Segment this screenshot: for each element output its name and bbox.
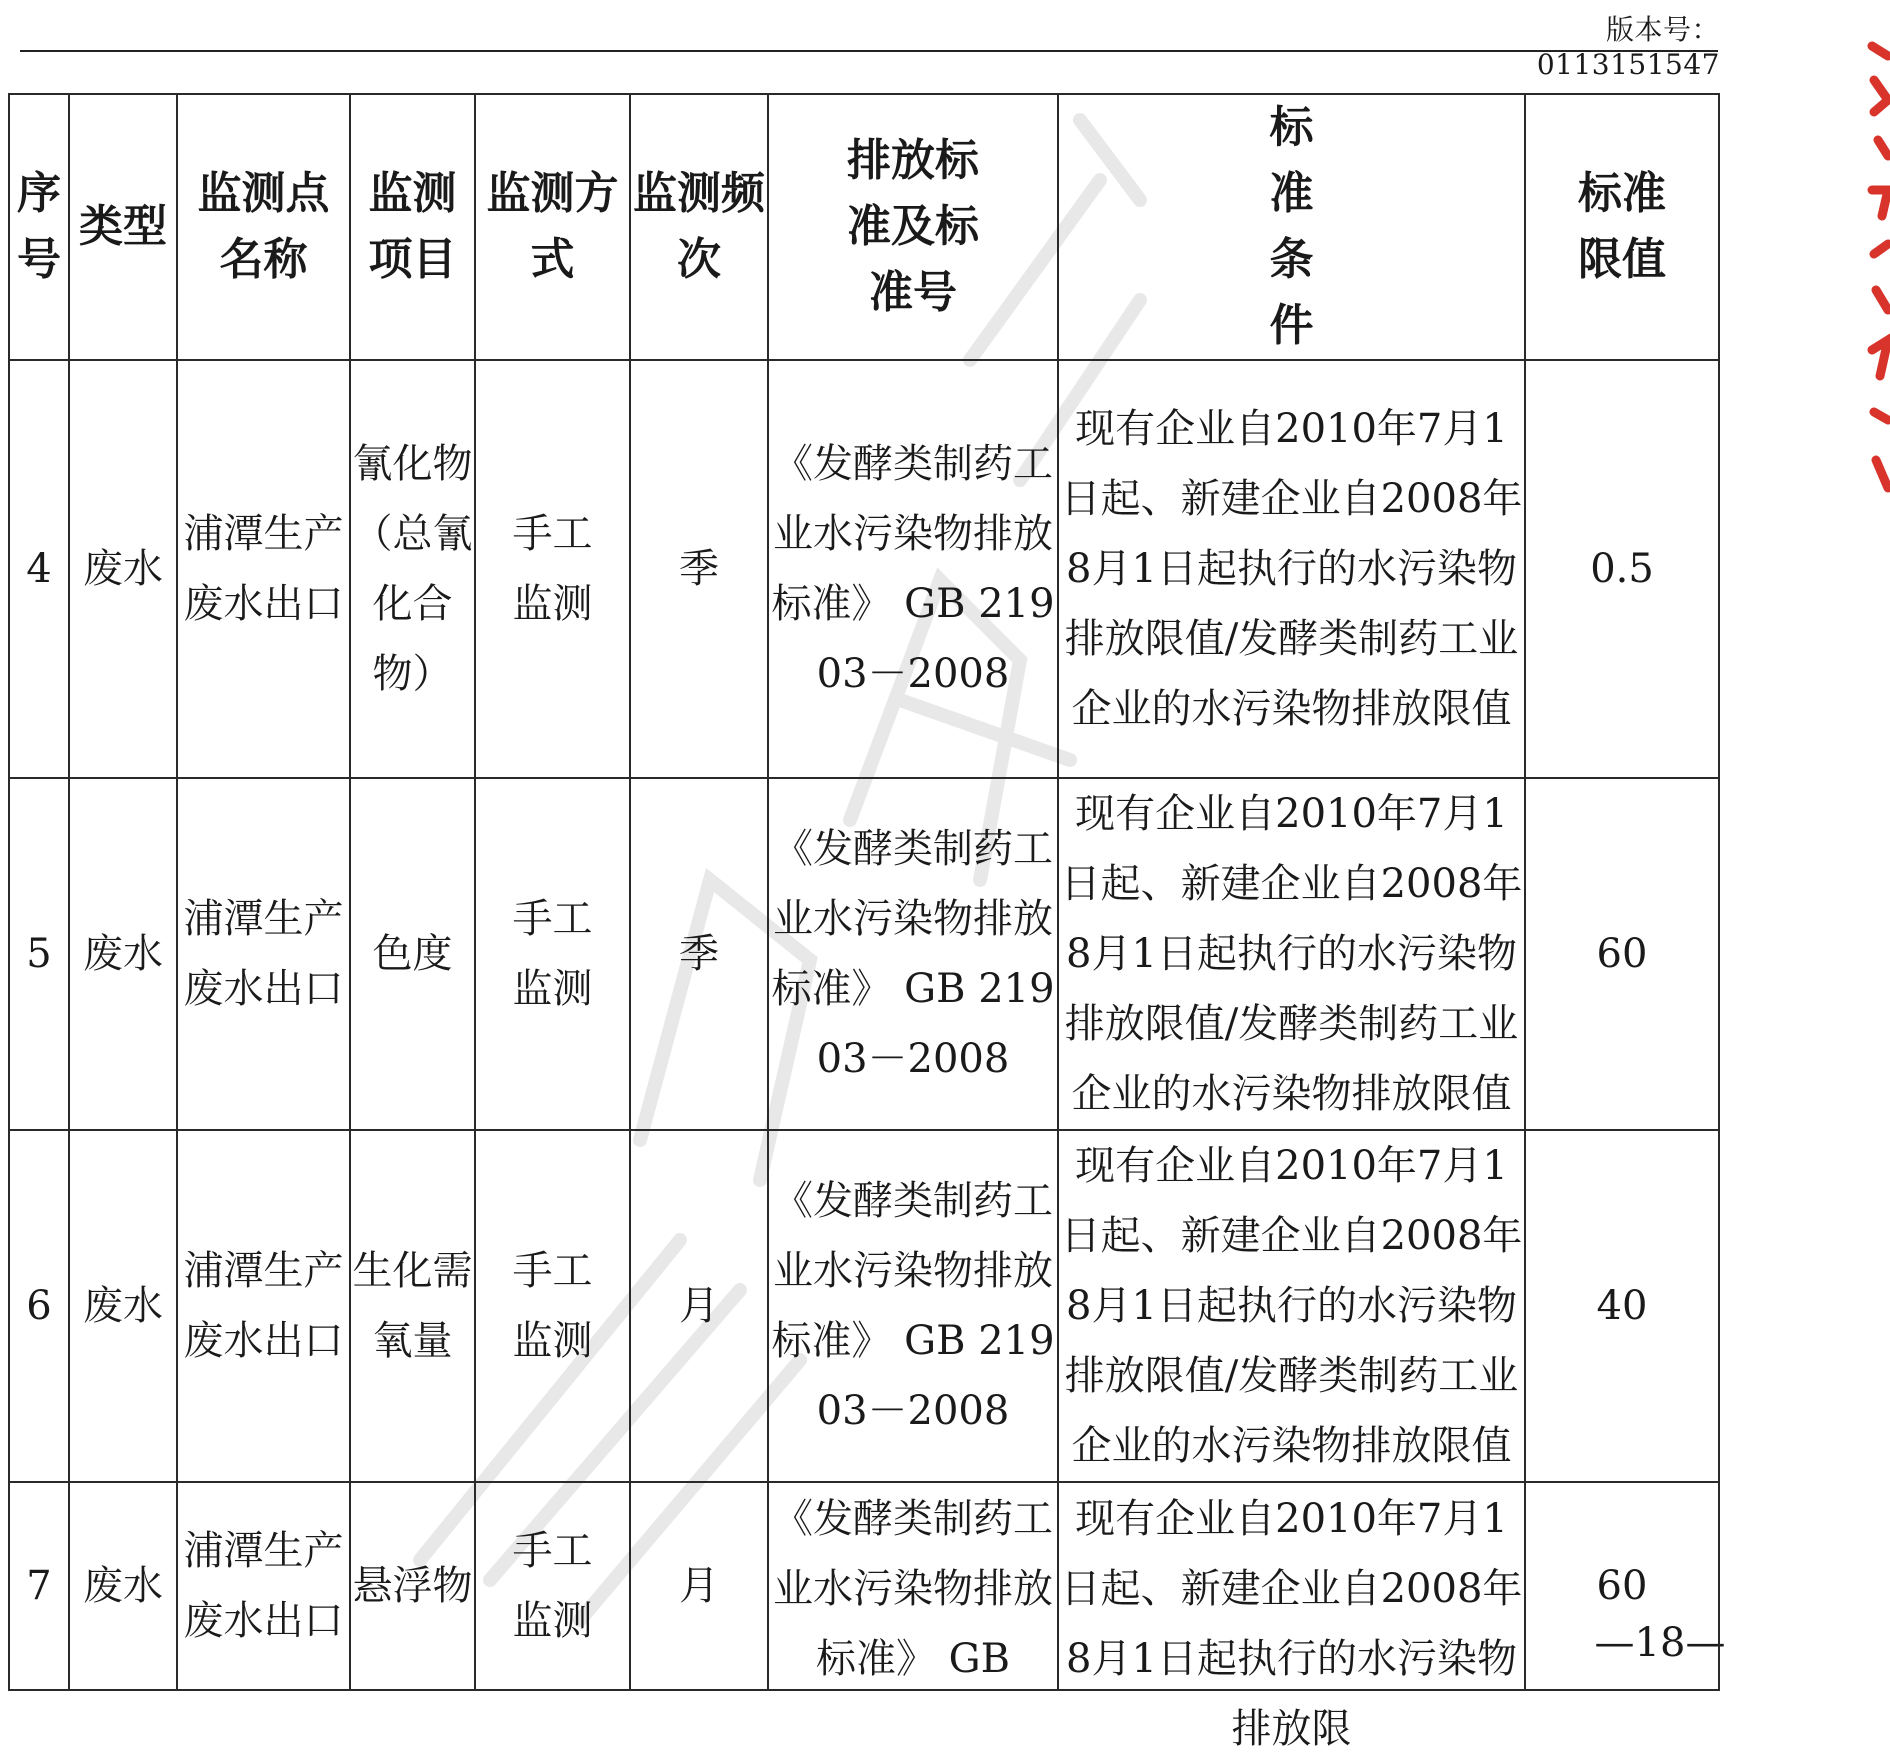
row-condition	[1058, 1482, 1525, 1752]
header-cell-type: 类型	[69, 94, 177, 360]
header-cell-condition: 标准条件	[1058, 94, 1525, 360]
row-item: 悬浮物	[350, 1482, 475, 1690]
header-cell-frequency: 监测频次	[630, 94, 768, 360]
row-no: 5	[9, 778, 69, 1130]
version-number: 版本号：0113151547	[1536, 13, 1720, 81]
header-rule	[20, 50, 1718, 52]
row-method: 手工监测	[475, 1482, 630, 1690]
row-frequency: 月	[630, 1482, 768, 1690]
row-point: 浦潭生产废水出口	[177, 360, 350, 778]
row-no: 6	[9, 1130, 69, 1482]
row-method: 手工监测	[475, 1130, 630, 1482]
row-standard: 《发酵类制药工业水污染物排放标准》 GB 21903－2008	[768, 778, 1058, 1130]
header-cell-no: 序号	[9, 94, 69, 360]
header-cell-point: 监测点名称	[177, 94, 350, 360]
row-condition-text: 现有企业自2010年7月1日起、新建企业自2008年8月1日起执行的水污染物排放限	[1060, 1495, 1523, 1752]
row-frequency: 季	[630, 360, 768, 778]
row-frequency: 季	[630, 778, 768, 1130]
monitoring-table	[8, 93, 1720, 1752]
row-no: 7	[9, 1482, 69, 1690]
header-cell-limit: 标准限值	[1525, 94, 1719, 360]
row-condition: 现有企业自2010年7月1日起、新建企业自2008年8月1日起执行的水污染物排放限值/发酵类制药工业企业的水污染物排放限值	[1058, 778, 1525, 1130]
row-item: 色度	[350, 778, 475, 1130]
row-type: 废水	[69, 1482, 177, 1690]
row-item: 生化需氧量	[350, 1130, 475, 1482]
row-limit: 60	[1525, 1482, 1719, 1690]
row-standard	[768, 1482, 1058, 1690]
row-frequency: 月	[630, 1130, 768, 1482]
page-number: —18—	[1594, 1620, 1726, 1666]
row-type: 废水	[69, 1130, 177, 1482]
row-standard: 《发酵类制药工业水污染物排放标准》 GB 21903－2008	[768, 360, 1058, 778]
row-standard-text: 《发酵类制药工业水污染物排放标准》 GB	[773, 1495, 1053, 1682]
row-limit: 60	[1525, 778, 1719, 1130]
table-row	[9, 778, 1719, 1130]
row-limit: 0.5	[1525, 360, 1719, 778]
row-limit: 40	[1525, 1130, 1719, 1482]
header-row	[9, 94, 1719, 360]
header-cell-item: 监测项目	[350, 94, 475, 360]
row-method: 手工监测	[475, 360, 630, 778]
row-standard: 《发酵类制药工业水污染物排放标准》 GB 21903－2008	[768, 1130, 1058, 1482]
table-row	[9, 1130, 1719, 1482]
header-cell-method: 监测方式	[475, 94, 630, 360]
row-condition: 现有企业自2010年7月1日起、新建企业自2008年8月1日起执行的水污染物排放限值/发酵类制药工业企业的水污染物排放限值	[1058, 360, 1525, 778]
row-no: 4	[9, 360, 69, 778]
row-point: 浦潭生产废水出口	[177, 1130, 350, 1482]
row-type: 废水	[69, 360, 177, 778]
seal-stamp-edge	[1868, 40, 1890, 510]
header-cell-standard: 排放标准及标准号	[768, 94, 1058, 360]
table-row	[9, 1482, 1719, 1690]
row-item: 氰化物（总氰化合物）	[350, 360, 475, 778]
row-point: 浦潭生产废水出口	[177, 1482, 350, 1690]
table-row	[9, 360, 1719, 778]
row-method: 手工监测	[475, 778, 630, 1130]
row-point: 浦潭生产废水出口	[177, 778, 350, 1130]
row-condition: 现有企业自2010年7月1日起、新建企业自2008年8月1日起执行的水污染物排放限值/发酵类制药工业企业的水污染物排放限值	[1058, 1130, 1525, 1482]
row-type: 废水	[69, 778, 177, 1130]
